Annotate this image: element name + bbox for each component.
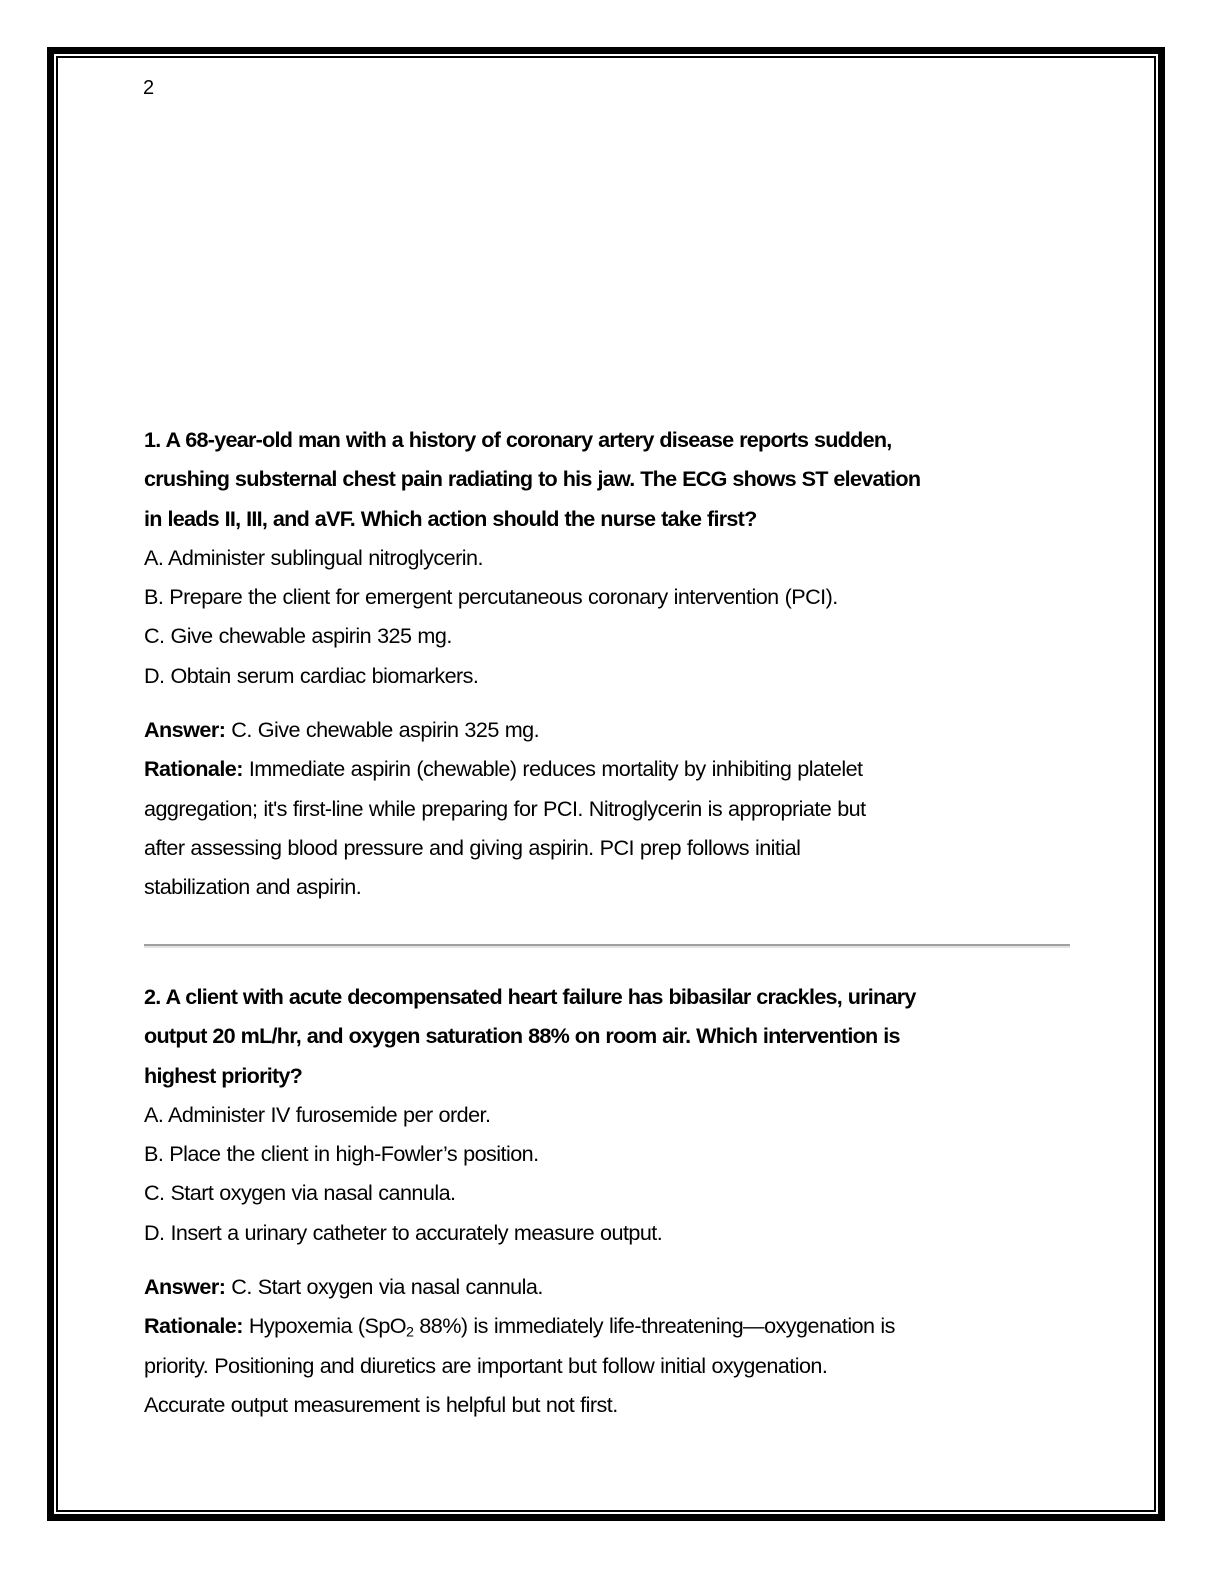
section-divider (144, 944, 1070, 946)
answer-label: Answer: (144, 1274, 226, 1300)
rationale-line: priority. Positioning and diuretics are important but follow initial oxygenation. (144, 1352, 828, 1378)
question-stem-line: highest priority? (144, 1062, 303, 1088)
question-stem-line: output 20 mL/hr, and oxygen saturation 88% on room air. Which intervention is (144, 1023, 900, 1049)
option-a: A. Administer IV furosemide per order. (144, 1101, 491, 1127)
option-b: B. Place the client in high-Fowler’s position. (144, 1141, 539, 1167)
rationale-text-pre: Hypoxemia (SpO (242, 1313, 407, 1339)
question-stem-line: 1. A 68-year-old man with a history of coronary artery disease reports sudden, (144, 427, 892, 452)
spacer (144, 695, 1074, 710)
option-b: B. Prepare the client for emergent percutaneous coronary intervention (PCI). (144, 584, 838, 610)
spacer (144, 1252, 1074, 1267)
question-stem-line: crushing substernal chest pain radiating to his jaw. The ECG shows ST elevation (144, 466, 921, 492)
rationale-label: Rationale: (144, 1313, 243, 1339)
rationale-line: after assessing blood pressure and giving aspirin. PCI prep follows initial (144, 834, 801, 860)
question-2 (144, 977, 1074, 1424)
question-1 (144, 420, 1074, 907)
option-d: D. Obtain serum cardiac biomarkers. (144, 662, 479, 688)
answer-text: C. Start oxygen via nasal cannula. (225, 1274, 543, 1300)
rationale-text-post: 88%) is immediately life-threatening—oxygenation is (413, 1313, 895, 1339)
rationale-line: Accurate output measurement is helpful but not first. (144, 1391, 618, 1417)
subscript-2: 2 (406, 1323, 414, 1340)
page-number: 2 (143, 77, 155, 99)
option-c: C. Start oxygen via nasal cannula. (144, 1180, 456, 1206)
rationale-text: Immediate aspirin (chewable) reduces mortality by inhibiting platelet (242, 756, 863, 782)
answer (144, 710, 1074, 749)
answer-label: Answer: (144, 717, 226, 743)
answer (144, 1267, 1074, 1306)
rationale-line: aggregation; it's first-line while preparing for PCI. Nitroglycerin is appropriate but (144, 795, 866, 821)
option-c: C. Give chewable aspirin 325 mg. (144, 623, 452, 649)
answer-text: C. Give chewable aspirin 325 mg. (225, 717, 540, 743)
rationale (144, 1306, 1074, 1345)
option-d: D. Insert a urinary catheter to accurately measure output. (144, 1219, 663, 1245)
option-a: A. Administer sublingual nitroglycerin. (144, 544, 483, 570)
question-stem-line: 2. A client with acute decompensated heart failure has bibasilar crackles, urinary (144, 984, 916, 1009)
question-stem-line: in leads II, III, and aVF. Which action should the nurse take first? (144, 505, 757, 531)
rationale-label: Rationale: (144, 756, 243, 782)
rationale-line: stabilization and aspirin. (144, 874, 362, 900)
rationale (144, 749, 1074, 788)
